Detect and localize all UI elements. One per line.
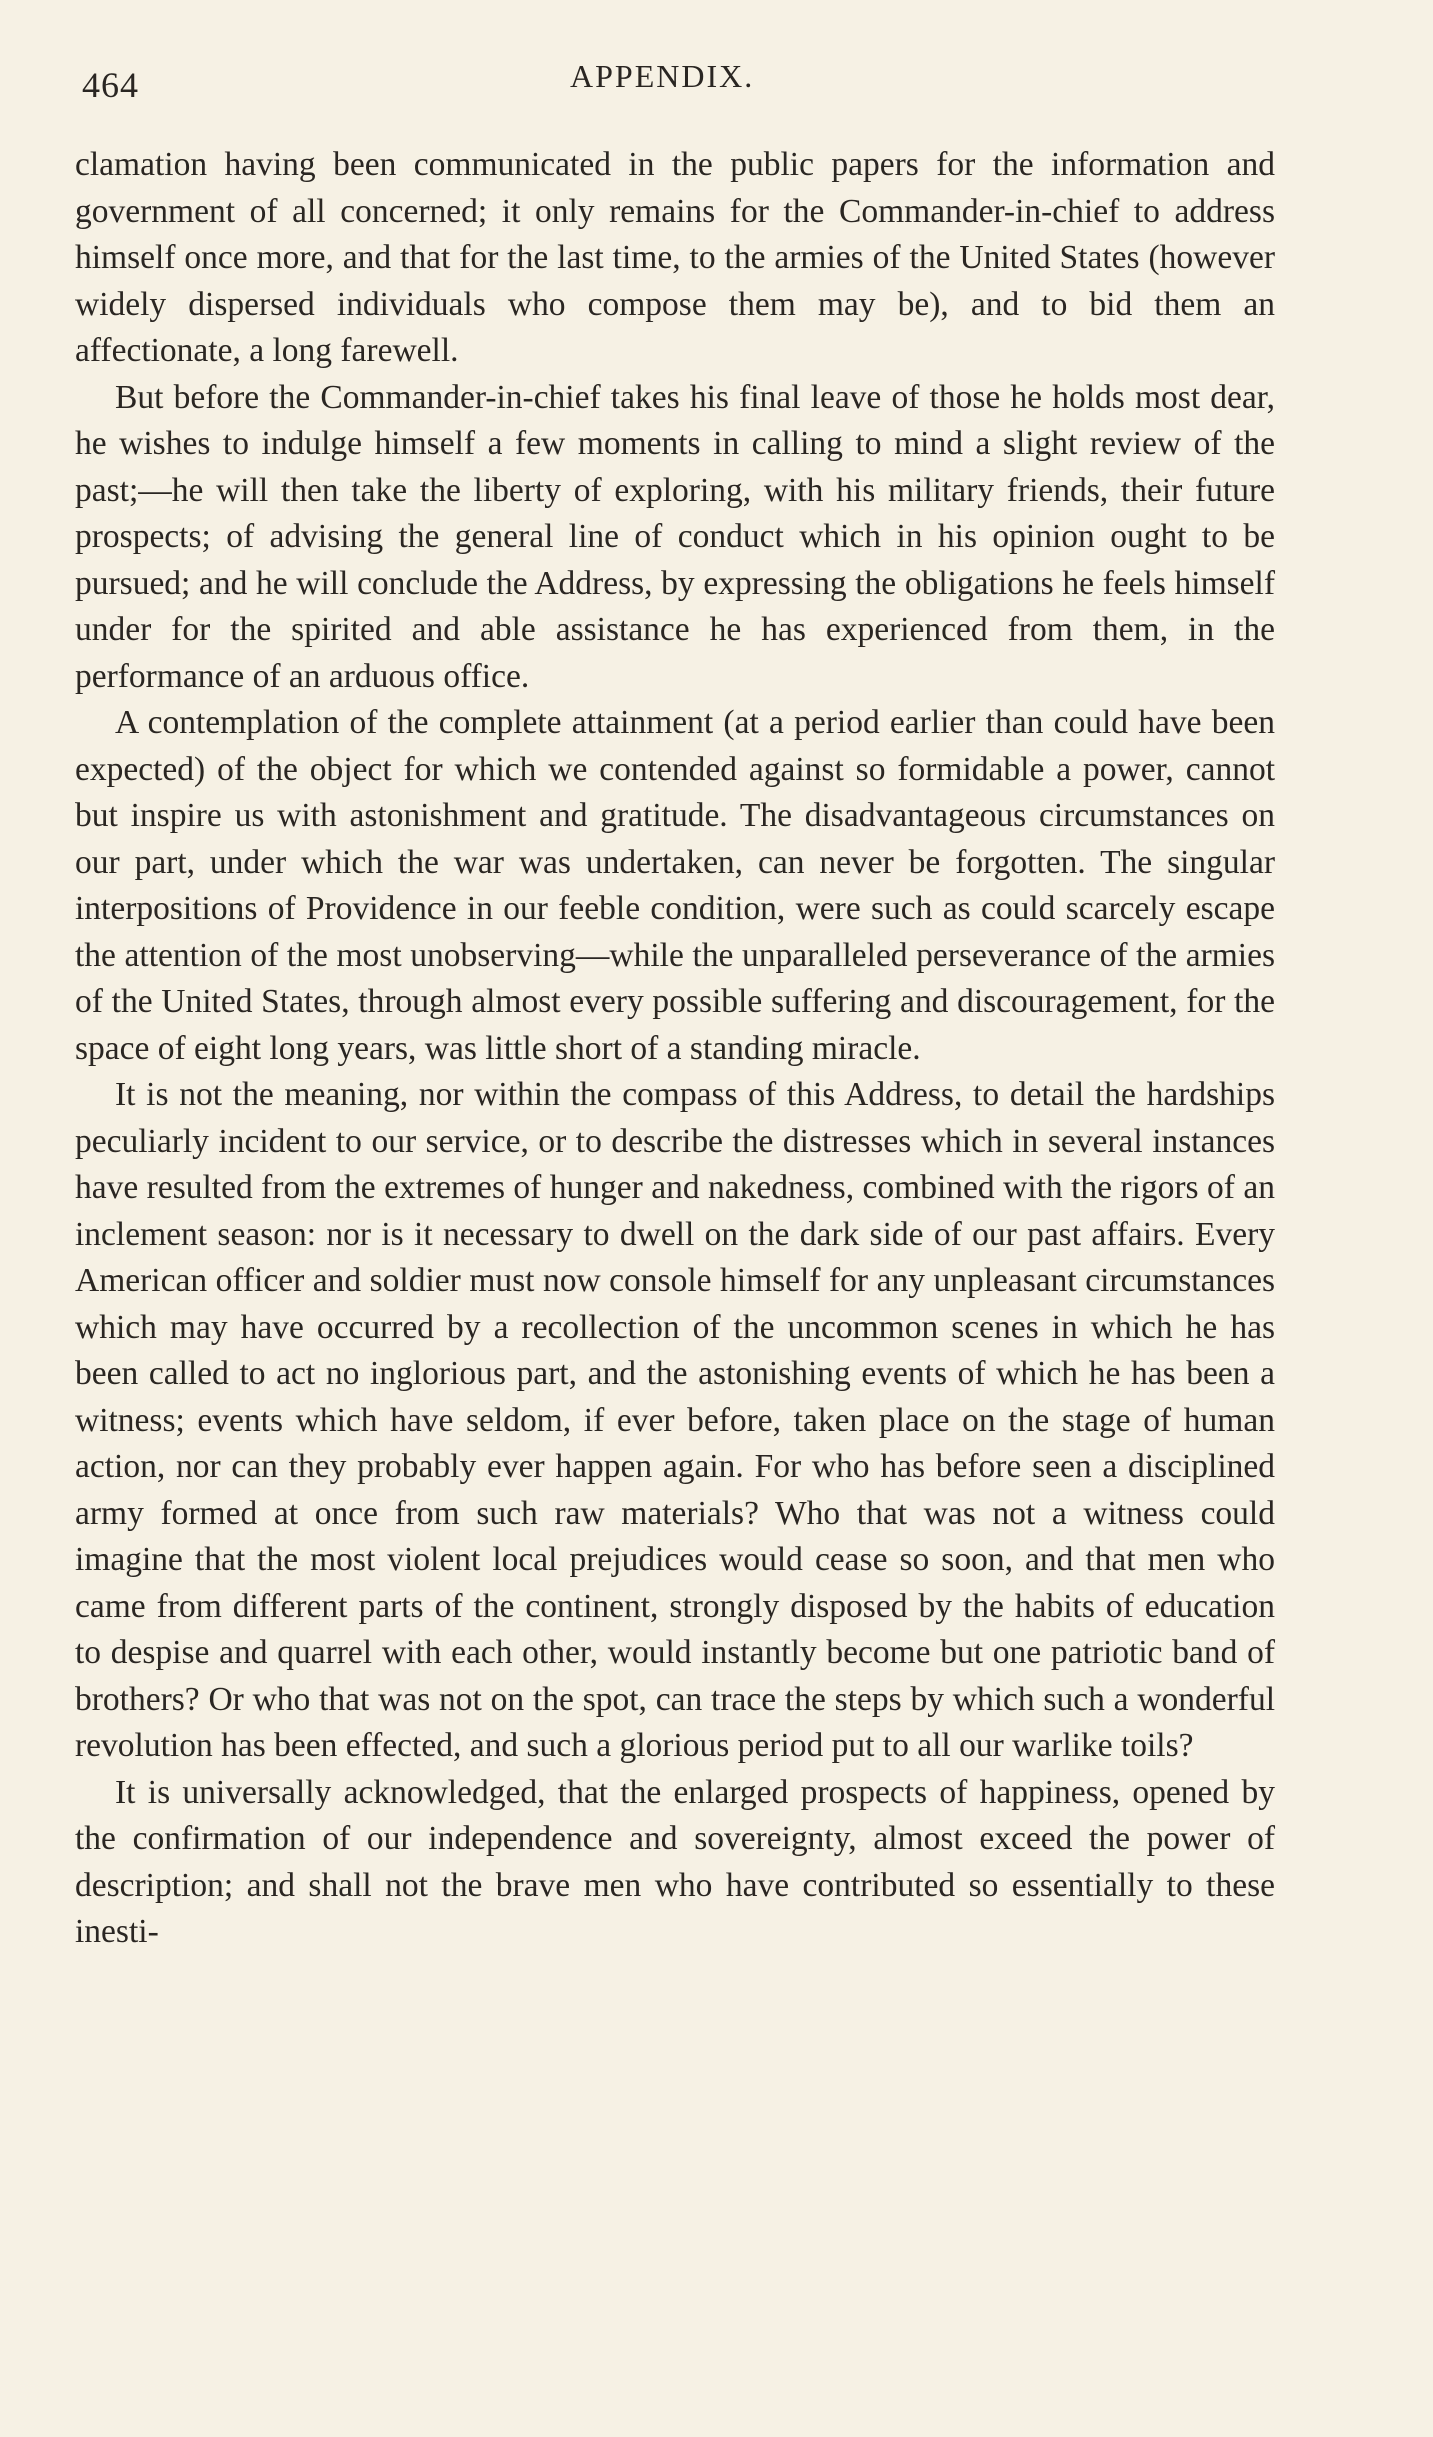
page-header (0, 58, 1433, 124)
paragraph-3: A contemplation of the complete attainment (at a period earlier than could have been expected) of the object for which we contended against so formidable a power, cannot but inspire us with astonishment and gratitude. The disadvantageous circumstances on our part, under which the war was undertaken, can never be forgotten. The singular interpositions of Providence in our feeble condition, were such as could scarcely escape the attention of the most unobserving—while the unparalleled perseverance of the armies of the United States, through almost every possible suffering and discouragement, for the space of eight long years, was little short of a standing miracle. (75, 704, 1275, 1067)
page-number: 464 (82, 65, 139, 105)
paragraph-2: But before the Commander-in-chief takes his final leave of those he holds most dear, he wishes to indulge himself a few moments in calling to mind a slight review of the past;—he will then take the liberty of exploring, with his military friends, their future prospects; of advising the general line of conduct which in his opinion ought to be pursued; and he will conclude the Address, by expressing the obligations he feels himself under for the spirited and able assistance he has experienced from them, in the performance of an arduous office. (75, 378, 1275, 695)
paragraph-4: It is not the meaning, nor within the compass of this Address, to detail the hardships peculiarly incident to our service, or to describe the distresses which in several instances have resulted from the extremes of hunger and nakedness, combined with the rigors of an inclement season: nor is it necessary to dwell on the dark side of our past affairs. Every American officer and soldier must now console himself for any unpleasant circumstances which may have occurred by a recollection of the uncommon scenes in which he has been called to act no inglorious part, and the astonishing events of which he has been a witness; events which have seldom, if ever before, taken place on the stage of human action, nor can they probably ever happen again. For who has before seen a disciplined army formed at once from such raw materials? Who that was not a witness could imagine that the most violent local prejudices would cease so soon, and that men who came from different parts of the continent, strongly disposed by the habits of education to despise and quarrel with each other, would instantly become but one patriotic band of brothers? Or who that was not on the spot, can trace the steps by which such a wonderful revolution has been effected, and such a glorious period put to all our warlike toils? (75, 1076, 1275, 1764)
body-text (75, 142, 1275, 1956)
paragraph-5: It is universally acknowledged, that the enlarged prospects of happiness, opened by the confirmation of our independence and sovereignty, almost exceed the power of description; and shall not the brave men who have contributed so essentially to these inesti- (75, 1773, 1275, 1950)
paragraph-1: clamation having been communicated in the public papers for the information and government of all concerned; it only remains for the Commander-in-chief to address himself once more, and that for the last time, to the armies of the United States (however widely dispersed individuals who compose them may be), and to bid them an affectionate, a long farewell. (75, 146, 1275, 369)
running-head: APPENDIX. (570, 58, 755, 94)
